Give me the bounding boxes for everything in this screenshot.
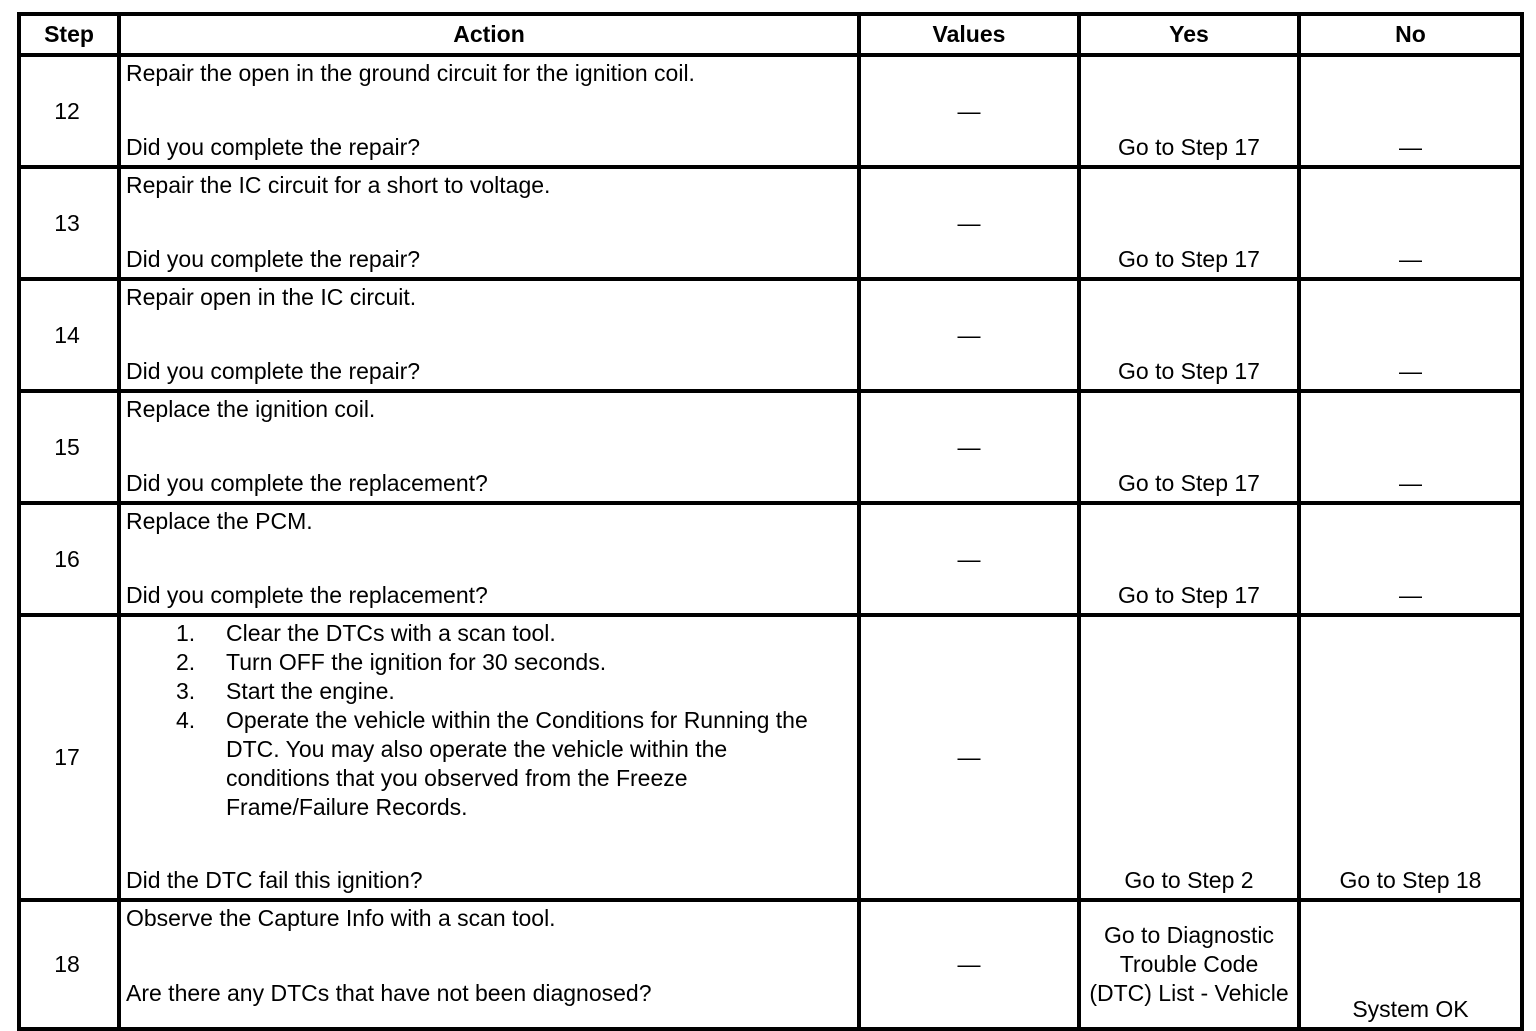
action-text: Replace the PCM. bbox=[126, 508, 313, 534]
action-cell bbox=[119, 503, 859, 615]
action-question: Did you complete the replacement? bbox=[126, 582, 488, 608]
header-values: Values bbox=[859, 14, 1079, 55]
yes-cell: Go to Diagnostic Trouble Code (DTC) List - Vehicle bbox=[1079, 900, 1299, 1029]
list-item-text: Operate the vehicle within the Conditions for Running the DTC. You may also operate the vehicle within the conditions that you observed from the Freeze Frame/Failure Records. bbox=[226, 707, 808, 820]
values-cell: — bbox=[859, 900, 1079, 1029]
no-cell: — bbox=[1299, 55, 1522, 167]
step-number: 14 bbox=[19, 279, 119, 391]
action-cell bbox=[119, 167, 859, 279]
no-cell: — bbox=[1299, 503, 1522, 615]
no-cell: — bbox=[1299, 391, 1522, 503]
action-text: Replace the ignition coil. bbox=[126, 396, 376, 422]
list-item-text: Clear the DTCs with a scan tool. bbox=[226, 620, 556, 646]
yes-cell: Go to Step 17 bbox=[1079, 503, 1299, 615]
step-number: 12 bbox=[19, 55, 119, 167]
action-question: Did the DTC fail this ignition? bbox=[126, 867, 423, 893]
list-item-text: Start the engine. bbox=[226, 678, 395, 704]
list-item-number: 4. bbox=[176, 707, 196, 733]
yes-cell: Go to Step 17 bbox=[1079, 167, 1299, 279]
no-cell: Go to Step 18 bbox=[1299, 615, 1522, 900]
values-cell: — bbox=[859, 503, 1079, 615]
header-yes: Yes bbox=[1079, 14, 1299, 55]
list-item bbox=[126, 706, 826, 822]
no-cell: — bbox=[1299, 167, 1522, 279]
list-item-number: 1. bbox=[176, 620, 196, 646]
values-cell: — bbox=[859, 167, 1079, 279]
action-question: Did you complete the repair? bbox=[126, 246, 421, 272]
step-number: 17 bbox=[19, 615, 119, 900]
table-row bbox=[19, 391, 1522, 503]
list-item-number: 3. bbox=[176, 678, 196, 704]
yes-cell: Go to Step 2 bbox=[1079, 615, 1299, 900]
yes-cell: Go to Step 17 bbox=[1079, 55, 1299, 167]
no-cell: System OK bbox=[1299, 900, 1522, 1029]
yes-cell: Go to Step 17 bbox=[1079, 391, 1299, 503]
action-question: Are there any DTCs that have not been diagnosed? bbox=[126, 980, 652, 1006]
header-step: Step bbox=[19, 14, 119, 55]
table-row bbox=[19, 615, 1522, 900]
values-cell: — bbox=[859, 615, 1079, 900]
step-number: 15 bbox=[19, 391, 119, 503]
table-row bbox=[19, 55, 1522, 167]
diagnostic-table bbox=[17, 12, 1524, 1031]
header-no: No bbox=[1299, 14, 1522, 55]
header-action: Action bbox=[119, 14, 859, 55]
action-text: Repair the open in the ground circuit for the ignition coil. bbox=[126, 60, 695, 86]
list-item-text: Turn OFF the ignition for 30 seconds. bbox=[226, 649, 607, 675]
action-text: Repair the IC circuit for a short to voltage. bbox=[126, 172, 551, 198]
yes-cell: Go to Step 17 bbox=[1079, 279, 1299, 391]
values-cell: — bbox=[859, 279, 1079, 391]
list-item bbox=[126, 619, 826, 648]
list-item-number: 2. bbox=[176, 649, 196, 675]
action-cell bbox=[119, 900, 859, 1029]
header-row bbox=[19, 14, 1522, 55]
action-text: Repair open in the IC circuit. bbox=[126, 284, 417, 310]
list-item bbox=[126, 677, 826, 706]
action-question: Did you complete the repair? bbox=[126, 358, 421, 384]
values-cell: — bbox=[859, 55, 1079, 167]
step-number: 13 bbox=[19, 167, 119, 279]
list-item bbox=[126, 648, 826, 677]
procedure-list bbox=[126, 619, 851, 822]
table-row bbox=[19, 279, 1522, 391]
action-cell bbox=[119, 391, 859, 503]
no-cell: — bbox=[1299, 279, 1522, 391]
table-row bbox=[19, 167, 1522, 279]
values-cell: — bbox=[859, 391, 1079, 503]
step-number: 16 bbox=[19, 503, 119, 615]
step-number: 18 bbox=[19, 900, 119, 1029]
action-question: Did you complete the replacement? bbox=[126, 470, 488, 496]
action-cell bbox=[119, 279, 859, 391]
table-row bbox=[19, 503, 1522, 615]
action-question: Did you complete the repair? bbox=[126, 134, 421, 160]
action-cell bbox=[119, 615, 859, 900]
table-row bbox=[19, 900, 1522, 1029]
action-text: Observe the Capture Info with a scan tool. bbox=[126, 905, 556, 931]
action-cell bbox=[119, 55, 859, 167]
